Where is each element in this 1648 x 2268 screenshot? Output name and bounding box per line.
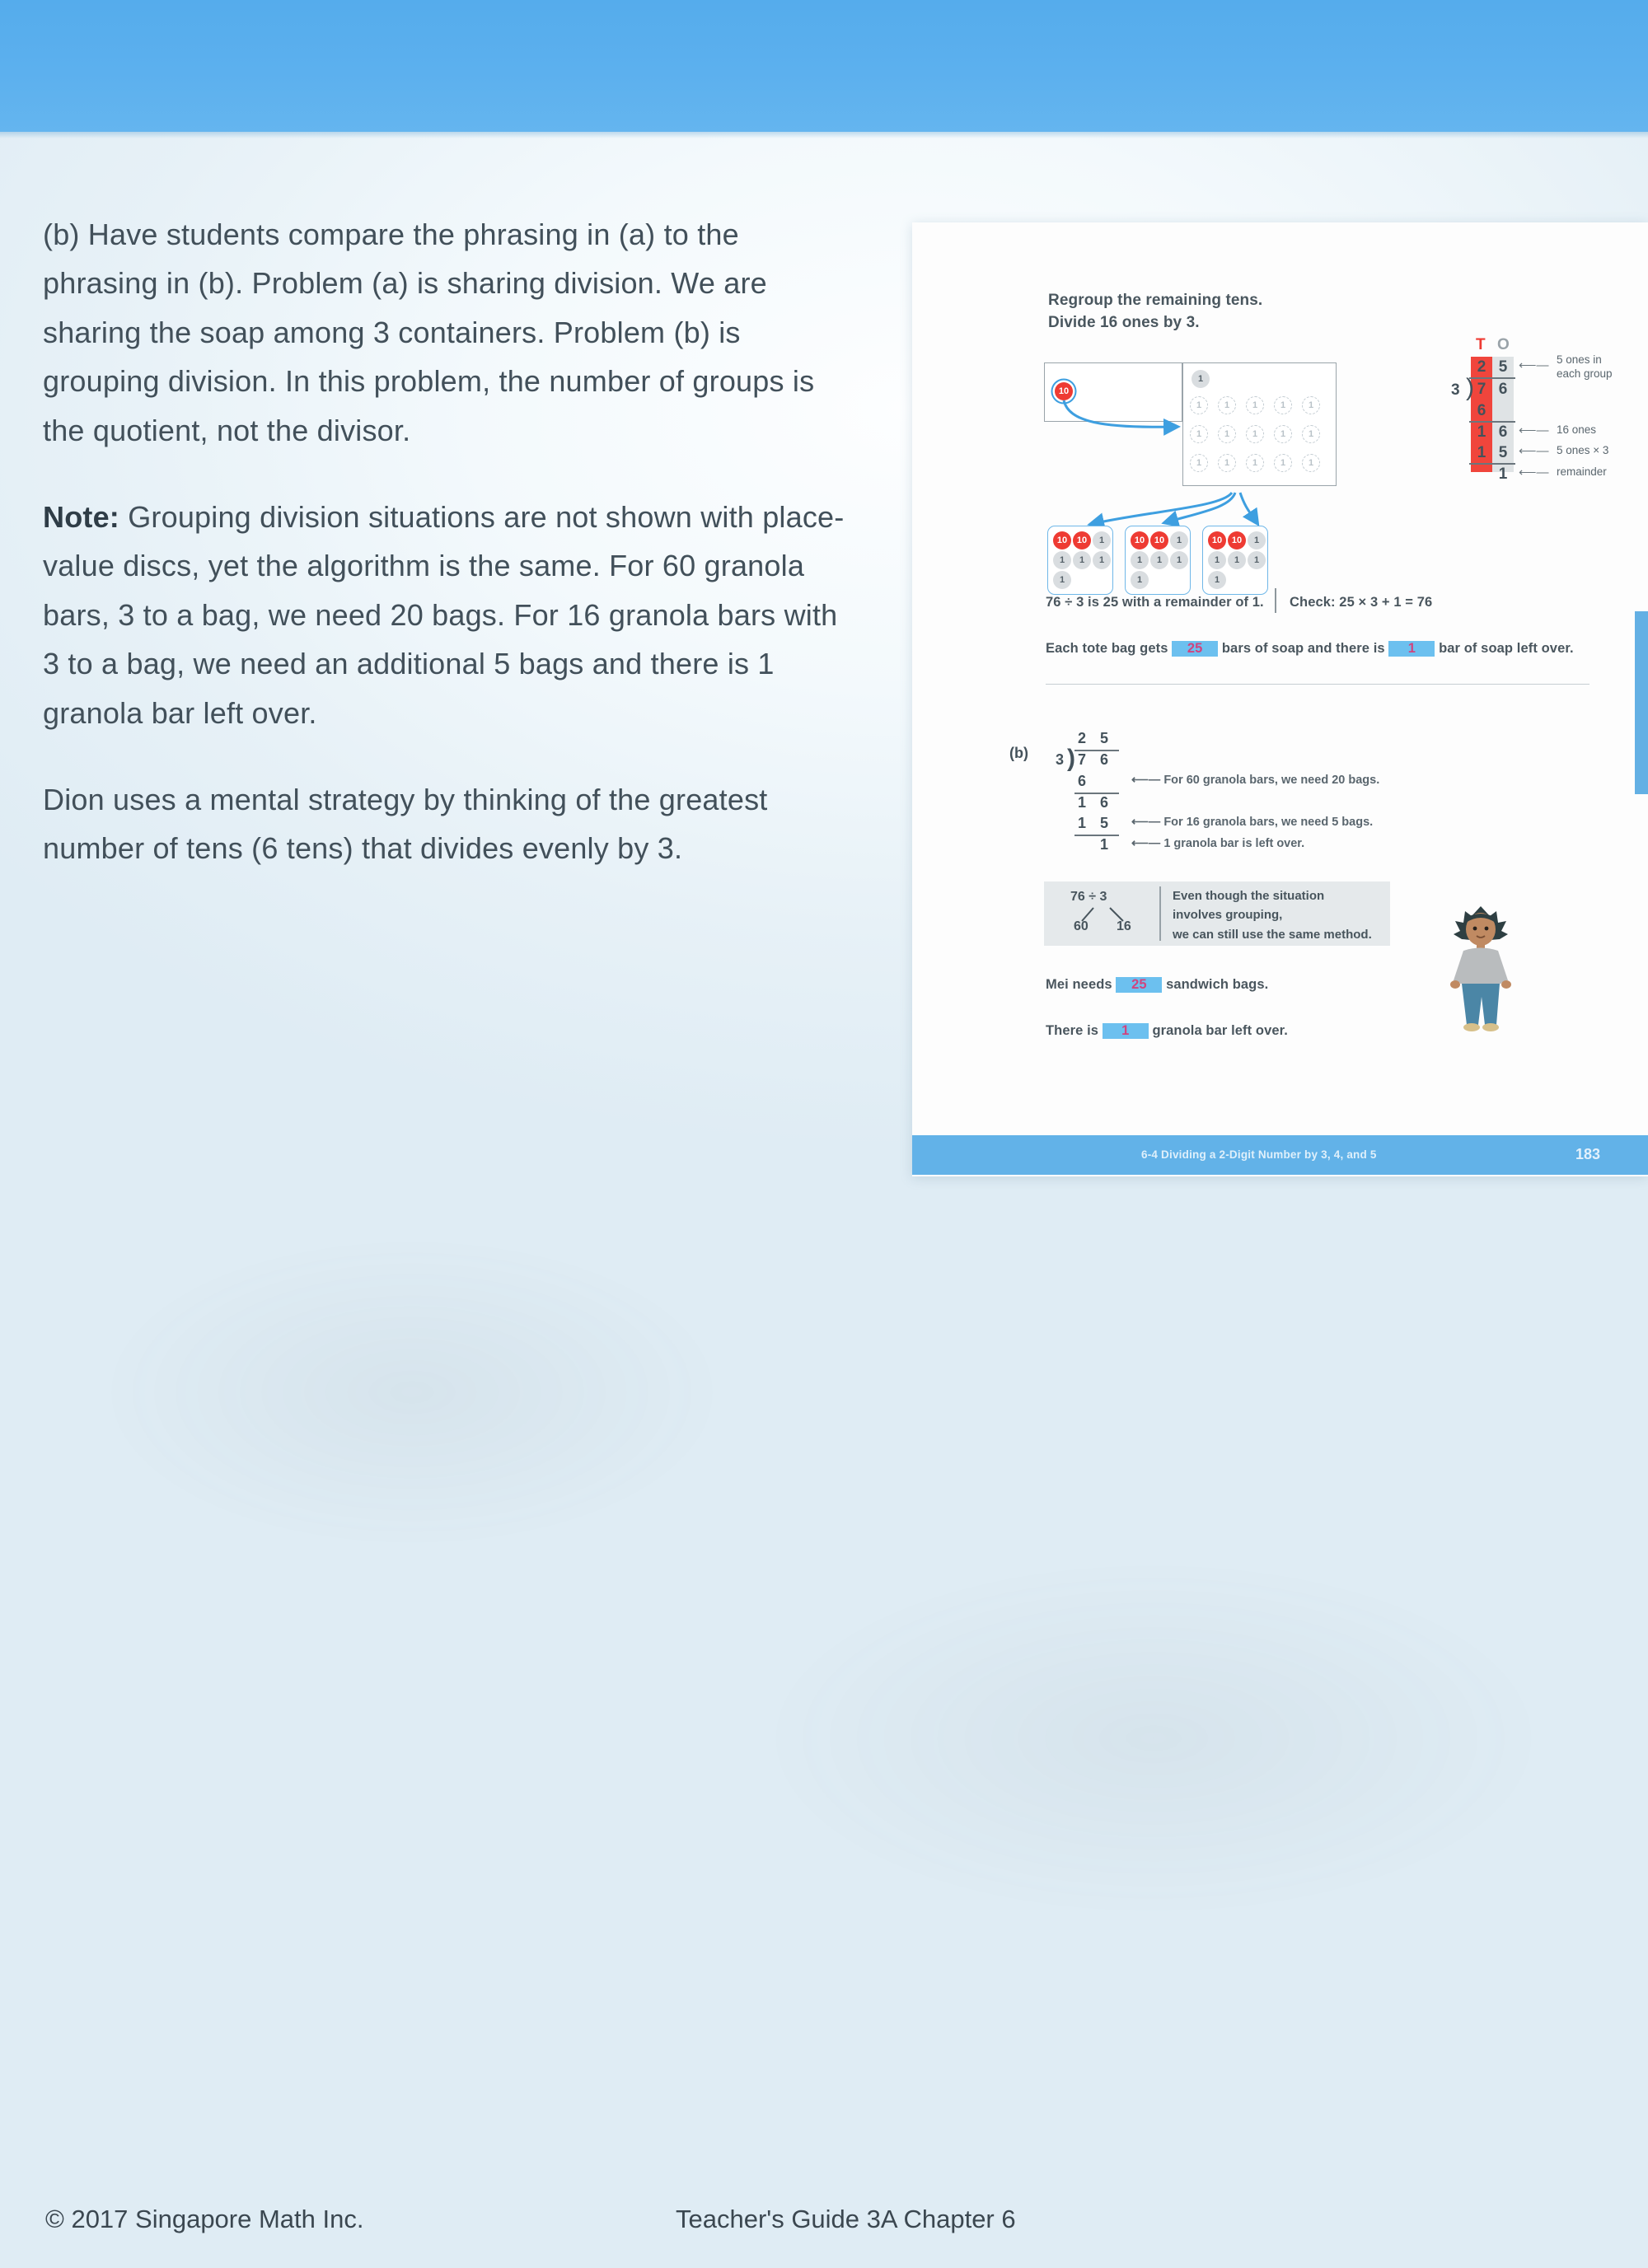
part-b-subtract2-rule xyxy=(1074,835,1119,836)
ones-disc-dashed: 1 xyxy=(1190,425,1208,443)
ones-disc-dashed: 1 xyxy=(1218,454,1236,472)
annotation-arrow-icon: ⟵— xyxy=(1519,423,1549,437)
group-one-disc: 1 xyxy=(1170,531,1188,549)
callout-divider xyxy=(1159,886,1161,941)
mei-sentence-part2: sandwich bags. xyxy=(1166,977,1269,992)
section-divider xyxy=(1046,684,1589,685)
group-ten-disc: 10 xyxy=(1131,531,1149,549)
part-b-note-2 xyxy=(1131,816,1373,829)
tote-sentence-part2: bars of soap and there is xyxy=(1221,641,1385,656)
annotation-sixteen-ones: 16 ones xyxy=(1557,423,1597,436)
number-bond-whole: 76 ÷ 3 xyxy=(1070,890,1107,904)
group-one-disc: 1 xyxy=(1073,551,1091,569)
ones-disc-dashed: 1 xyxy=(1302,396,1320,414)
dividend-ones: 6 xyxy=(1498,380,1508,398)
ones-column-header: O xyxy=(1497,336,1510,353)
inset-heading-line1: Regroup the remaining tens. xyxy=(1048,292,1263,309)
group-one-disc: 1 xyxy=(1228,551,1246,569)
ones-disc-solid: 1 xyxy=(1192,370,1210,388)
part-b-note-1 xyxy=(1131,774,1379,787)
inset-heading xyxy=(1048,290,1262,334)
result-line: 76 ÷ 3 is 25 with a remainder of 1. xyxy=(1046,595,1264,610)
subtract1-tens: 6 xyxy=(1477,401,1486,419)
group-one-disc: 1 xyxy=(1053,571,1071,589)
group-one-disc: 1 xyxy=(1248,551,1266,569)
annotation-quotient xyxy=(1557,353,1613,381)
ones-disc-dashed: 1 xyxy=(1274,425,1292,443)
note-label: Note: xyxy=(43,499,119,534)
textbook-footer-bar xyxy=(912,1135,1648,1175)
answer-blank-tote-count[interactable]: 25 xyxy=(1172,641,1218,657)
annotation-quotient-line1: 5 ones in xyxy=(1557,353,1602,366)
ones-disc-dashed: 1 xyxy=(1246,454,1264,472)
part-b-arrow-icon: ⟵— xyxy=(1131,837,1161,850)
part-b-note-2-text: For 16 granola bars, we need 5 bags. xyxy=(1163,816,1374,829)
number-bond xyxy=(1059,890,1154,938)
top-blue-band xyxy=(0,0,1648,132)
textbook-footer-lesson: 6-4 Dividing a 2-Digit Number by 3, 4, and 5 xyxy=(1141,1148,1377,1161)
dividend-tens: 7 xyxy=(1477,380,1486,398)
student-character-illustration xyxy=(1435,901,1526,1033)
part-b-subtract2-tens: 1 xyxy=(1078,815,1087,831)
group-one-disc: 1 xyxy=(1053,551,1071,569)
annotation-arrow-icon: ⟵— xyxy=(1519,465,1549,479)
part-b-quotient-ones: 5 xyxy=(1100,730,1109,746)
right-edge-page-tab xyxy=(1635,611,1648,794)
group-one-disc: 1 xyxy=(1150,551,1168,569)
group-one-disc: 1 xyxy=(1208,571,1226,589)
part-b-subtract2-ones: 5 xyxy=(1100,815,1109,831)
group-one-disc: 1 xyxy=(1208,551,1226,569)
group-ten-disc: 10 xyxy=(1053,531,1071,549)
check-line: Check: 25 × 3 + 1 = 76 xyxy=(1290,595,1433,610)
mei-sentence xyxy=(1046,977,1268,993)
answer-blank-mei-bags[interactable]: 25 xyxy=(1116,977,1162,993)
leftover-sentence-part1: There is xyxy=(1046,1023,1099,1038)
annotation-remainder: remainder xyxy=(1557,465,1607,478)
answer-blank-leftover[interactable]: 1 xyxy=(1103,1023,1149,1039)
paragraph-dion-strategy: Dion uses a mental strategy by thinking of the greatest number of tens (6 tens) that divides evenly by 3. xyxy=(43,782,768,866)
ones-disc-dashed: 1 xyxy=(1218,396,1236,414)
part-b-subtract1: 6 xyxy=(1078,773,1087,789)
tens-disc: 10 xyxy=(1055,382,1073,400)
part-b-dividend-tens: 7 xyxy=(1078,751,1087,768)
group-one-disc: 1 xyxy=(1248,531,1266,549)
part-b-remainder1-tens: 1 xyxy=(1078,794,1087,811)
callout-box xyxy=(1044,881,1390,946)
division-bracket-icon: ) xyxy=(1466,374,1474,401)
remainder1-ones: 6 xyxy=(1498,423,1508,441)
ones-disc-dashed: 1 xyxy=(1302,425,1320,443)
group-ten-disc: 10 xyxy=(1228,531,1246,549)
annotation-five-ones-times-three: 5 ones × 3 xyxy=(1557,444,1609,456)
part-b-quotient-tens: 2 xyxy=(1078,730,1087,746)
callout-text xyxy=(1173,886,1372,944)
quotient-tens: 2 xyxy=(1477,358,1486,376)
disc-group xyxy=(1202,526,1268,595)
teacher-notes-column xyxy=(43,210,859,911)
ones-disc-dashed: 1 xyxy=(1218,425,1236,443)
inset-heading-line2: Divide 16 ones by 3. xyxy=(1048,313,1200,331)
top-band-shadow xyxy=(0,132,1648,138)
part-b-note-3 xyxy=(1131,837,1304,850)
divisor: 3 xyxy=(1451,381,1460,399)
tote-sentence-part3: bar of soap left over. xyxy=(1439,641,1574,656)
tote-sentence-part1: Each tote bag gets xyxy=(1046,641,1168,656)
part-b-long-division xyxy=(1009,730,1586,853)
quotient-rule xyxy=(1469,377,1515,379)
leftover-sentence xyxy=(1046,1023,1288,1039)
subtract2-ones: 5 xyxy=(1498,443,1508,461)
ones-disc-dashed: 1 xyxy=(1190,454,1208,472)
group-one-disc: 1 xyxy=(1131,551,1149,569)
ones-disc-dashed: 1 xyxy=(1302,454,1320,472)
ones-disc-dashed: 1 xyxy=(1190,396,1208,414)
paragraph-note xyxy=(43,493,859,737)
part-b-remainder1-ones: 6 xyxy=(1100,794,1109,811)
answer-blank-tote-remainder[interactable]: 1 xyxy=(1388,641,1435,657)
result-check-divider xyxy=(1275,588,1276,613)
callout-text-line3: we can still use the same method. xyxy=(1173,927,1372,942)
part-b-divisor: 3 xyxy=(1056,751,1065,768)
part-b-dividend-ones: 6 xyxy=(1100,751,1109,768)
ones-disc-dashed: 1 xyxy=(1246,396,1264,414)
subtract2-tens: 1 xyxy=(1477,443,1486,461)
group-one-disc: 1 xyxy=(1131,571,1149,589)
long-division-place-value xyxy=(1440,336,1613,484)
group-ten-disc: 10 xyxy=(1208,531,1226,549)
annotation-arrow-icon: ⟵— xyxy=(1519,444,1549,458)
place-value-disc-diagram xyxy=(1044,362,1398,585)
paragraph-compare-phrasing: (b) Have students compare the phrasing in (a) to the phrasing in (b). Problem (a) is sharing division. We are sharing the soap among 3 containers. Problem (b) is grouping division. In this problem, the number of groups is the quotient, not the divisor. xyxy=(43,217,815,447)
group-ten-disc: 10 xyxy=(1073,531,1091,549)
quotient-ones: 5 xyxy=(1498,358,1508,376)
remainder1-tens: 1 xyxy=(1477,423,1486,441)
guide-chapter-text: Teacher's Guide 3A Chapter 6 xyxy=(676,2205,1016,2233)
annotation-quotient-line2: each group xyxy=(1557,367,1613,380)
part-b-arrow-icon: ⟵— xyxy=(1131,774,1161,787)
note-body: Grouping division situations are not shown with place-value discs, yet the algorithm is the same. For 60 granola bars, 3 to a bag, we need 20 bags. For 16 granola bars with 3 to a bag, we need an additional 5 bags and there is 1 granola bar left over. xyxy=(43,499,845,730)
group-one-disc: 1 xyxy=(1170,551,1188,569)
part-b-division-bracket-icon: ) xyxy=(1067,745,1075,772)
number-bond-part-right: 16 xyxy=(1117,919,1131,933)
group-one-disc: 1 xyxy=(1093,531,1111,549)
textbook-page-inset xyxy=(912,222,1648,1176)
final-remainder: 1 xyxy=(1498,465,1508,483)
textbook-footer-page-number: 183 xyxy=(1575,1146,1600,1162)
callout-text-line1: Even though the situation xyxy=(1173,889,1325,903)
part-b-label: (b) xyxy=(1009,745,1028,761)
ones-disc-dashed: 1 xyxy=(1246,425,1264,443)
group-ten-disc: 10 xyxy=(1150,531,1168,549)
mei-sentence-part1: Mei needs xyxy=(1046,977,1112,992)
group-one-disc: 1 xyxy=(1093,551,1111,569)
callout-text-line2: involves grouping, xyxy=(1173,908,1283,923)
part-b-note-3-text: 1 granola bar is left over. xyxy=(1163,837,1305,850)
tens-column-header: T xyxy=(1476,336,1486,353)
page-footer xyxy=(0,2181,1648,2268)
leftover-sentence-part2: granola bar left over. xyxy=(1152,1023,1288,1038)
ones-disc-dashed: 1 xyxy=(1274,396,1292,414)
tote-bag-sentence xyxy=(1046,641,1574,657)
part-b-final-remainder: 1 xyxy=(1100,836,1109,853)
copyright-text: © 2017 Singapore Math Inc. xyxy=(45,2205,364,2233)
annotation-arrow-icon: ⟵— xyxy=(1519,358,1549,372)
part-b-arrow-icon: ⟵— xyxy=(1131,816,1161,829)
number-bond-part-left: 60 xyxy=(1074,919,1089,933)
disc-group xyxy=(1047,526,1113,595)
part-b-note-1-text: For 60 granola bars, we need 20 bags. xyxy=(1163,774,1380,787)
disc-group xyxy=(1125,526,1191,595)
ones-disc-dashed: 1 xyxy=(1274,454,1292,472)
